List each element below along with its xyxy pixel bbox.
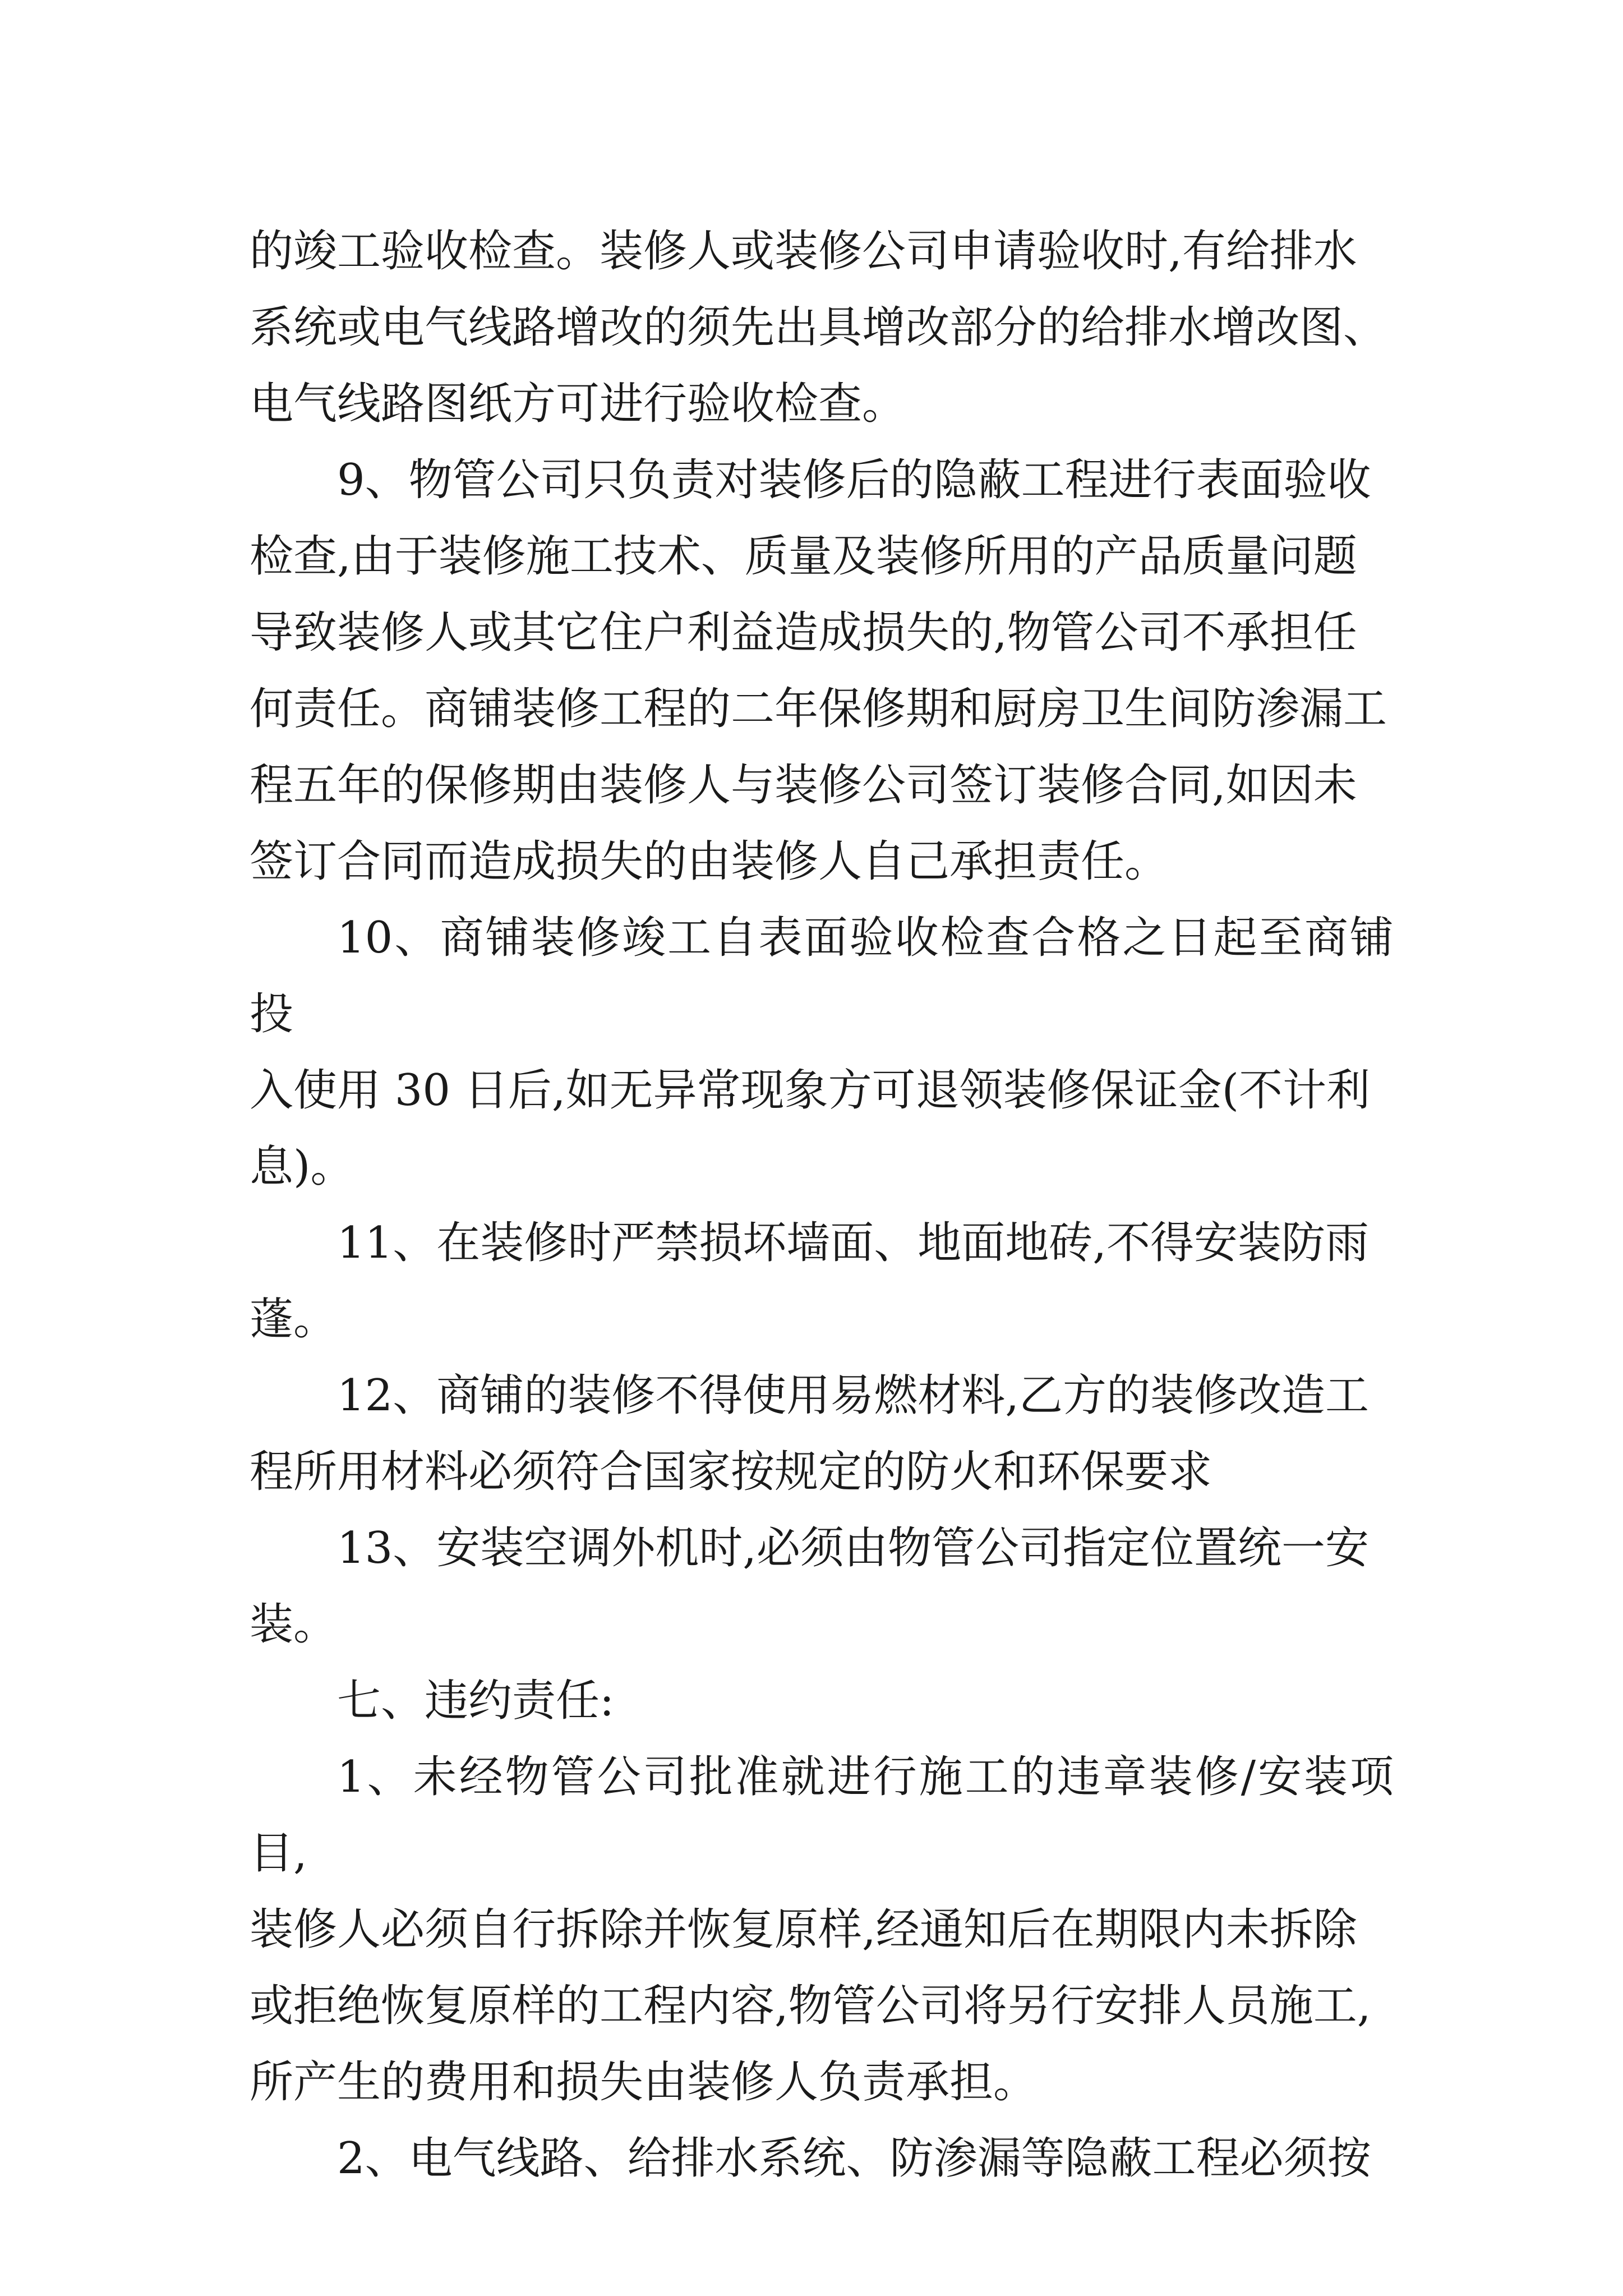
paragraph-item-12: 12、商铺的装修不得使用易燃材料,乙方的装修改造工 程所用材料必须符合国家按规定的防火和环保要求 [250, 1370, 1370, 1497]
paragraph-item-11: 11、在装修时严禁损坏墙面、地面地砖,不得安装防雨 蓬。 [250, 1218, 1370, 1345]
paragraph-item-13: 13、安装空调外机时,必须由物管公司指定位置统一安 装。 [250, 1523, 1370, 1650]
paragraph-item-9: 9、物管公司只负责对装修后的隐蔽工程进行表面验收 检查,由于装修施工技术、质量及装修所用的产品质量问题 导致装修人或其它住户利益造成损失的,物管公司不承担任 何责任。商铺装修工程的二年保修期和厨房卫生间防渗漏工 程五年的保修期由装修人与装修公司签订装修合同,如因未 签订合同而造成损失的由装修人自己承担责任。 [250, 455, 1387, 887]
section-heading-breach-liability: 七、违约责任: [337, 1676, 615, 1726]
paragraph-item-10: 10、商铺装修竣工自表面验收检查合格之日起至商铺投 入使用 30 日后,如无异常现象方可退领装修保证金(不计利 息)。 [250, 913, 1394, 1192]
paragraph-breach-item-1: 1、未经物管公司批准就进行施工的违章装修/安装项目, 装修人必须自行拆除并恢复原样,经通知后在期限内未拆除 或拒绝恢复原样的工程内容,物管公司将另行安排人员施工, 所产生的费用和损失由装修人负责承担。 [250, 1752, 1394, 2108]
document-page [250, 213, 1394, 2197]
paragraph-continuation: 的竣工验收检查。装修人或装修公司申请验收时,有给排水 系统或电气线路增改的须先出具增改部分的给排水增改图、 电气线路图纸方可进行验收检查。 [250, 226, 1387, 429]
paragraph-breach-item-2: 2、电气线路、给排水系统、防渗漏等隐蔽工程必须按 [337, 2133, 1371, 2184]
